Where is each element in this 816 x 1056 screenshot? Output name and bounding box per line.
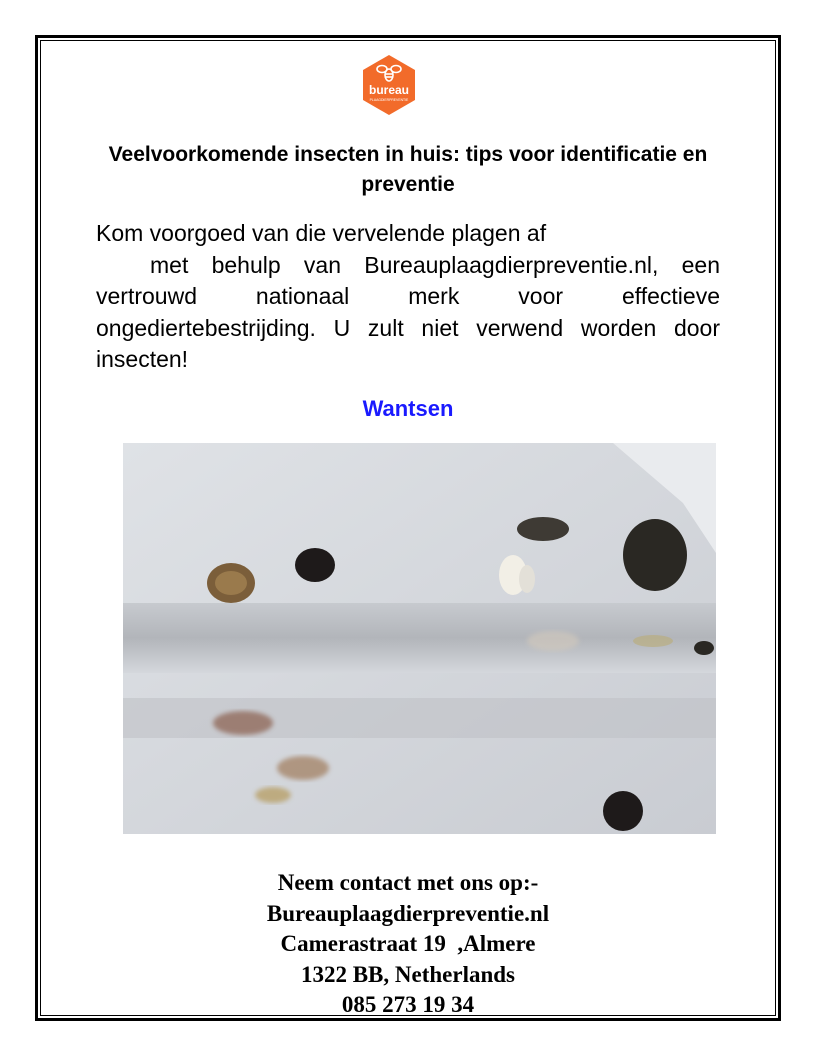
page-title: Veelvoorkomende insecten in huis: tips voor identificatie en preventie [108,143,708,196]
contact-heading: Neem contact met ons op:- [277,870,539,895]
section-heading: Wantsen [362,396,454,421]
intro-rest: met behulp van Bureauplaagdierpreventie.nl, een vertrouwd nationaal merk voor effectieve ongediertebestrijding. U zult niet verwend worden door insecten! [96,251,720,372]
bedbug-photo [123,443,716,834]
logo-text: bureau [368,83,410,97]
contact-block [96,868,720,1021]
contact-phone: 085 273 19 34 [341,992,475,1017]
logo-subtext: PLAAGDIERPREVENTIE [369,98,409,102]
intro-paragraph [96,218,720,376]
bureau-logo [358,54,420,116]
intro-line-1: Kom voorgoed van die vervelende plagen af [96,220,547,246]
contact-street: Camerastraat 19 ,Almere [280,931,536,956]
contact-website[interactable]: Bureauplaagdierpreventie.nl [266,900,550,926]
contact-postal: 1322 BB, Netherlands [300,961,516,987]
